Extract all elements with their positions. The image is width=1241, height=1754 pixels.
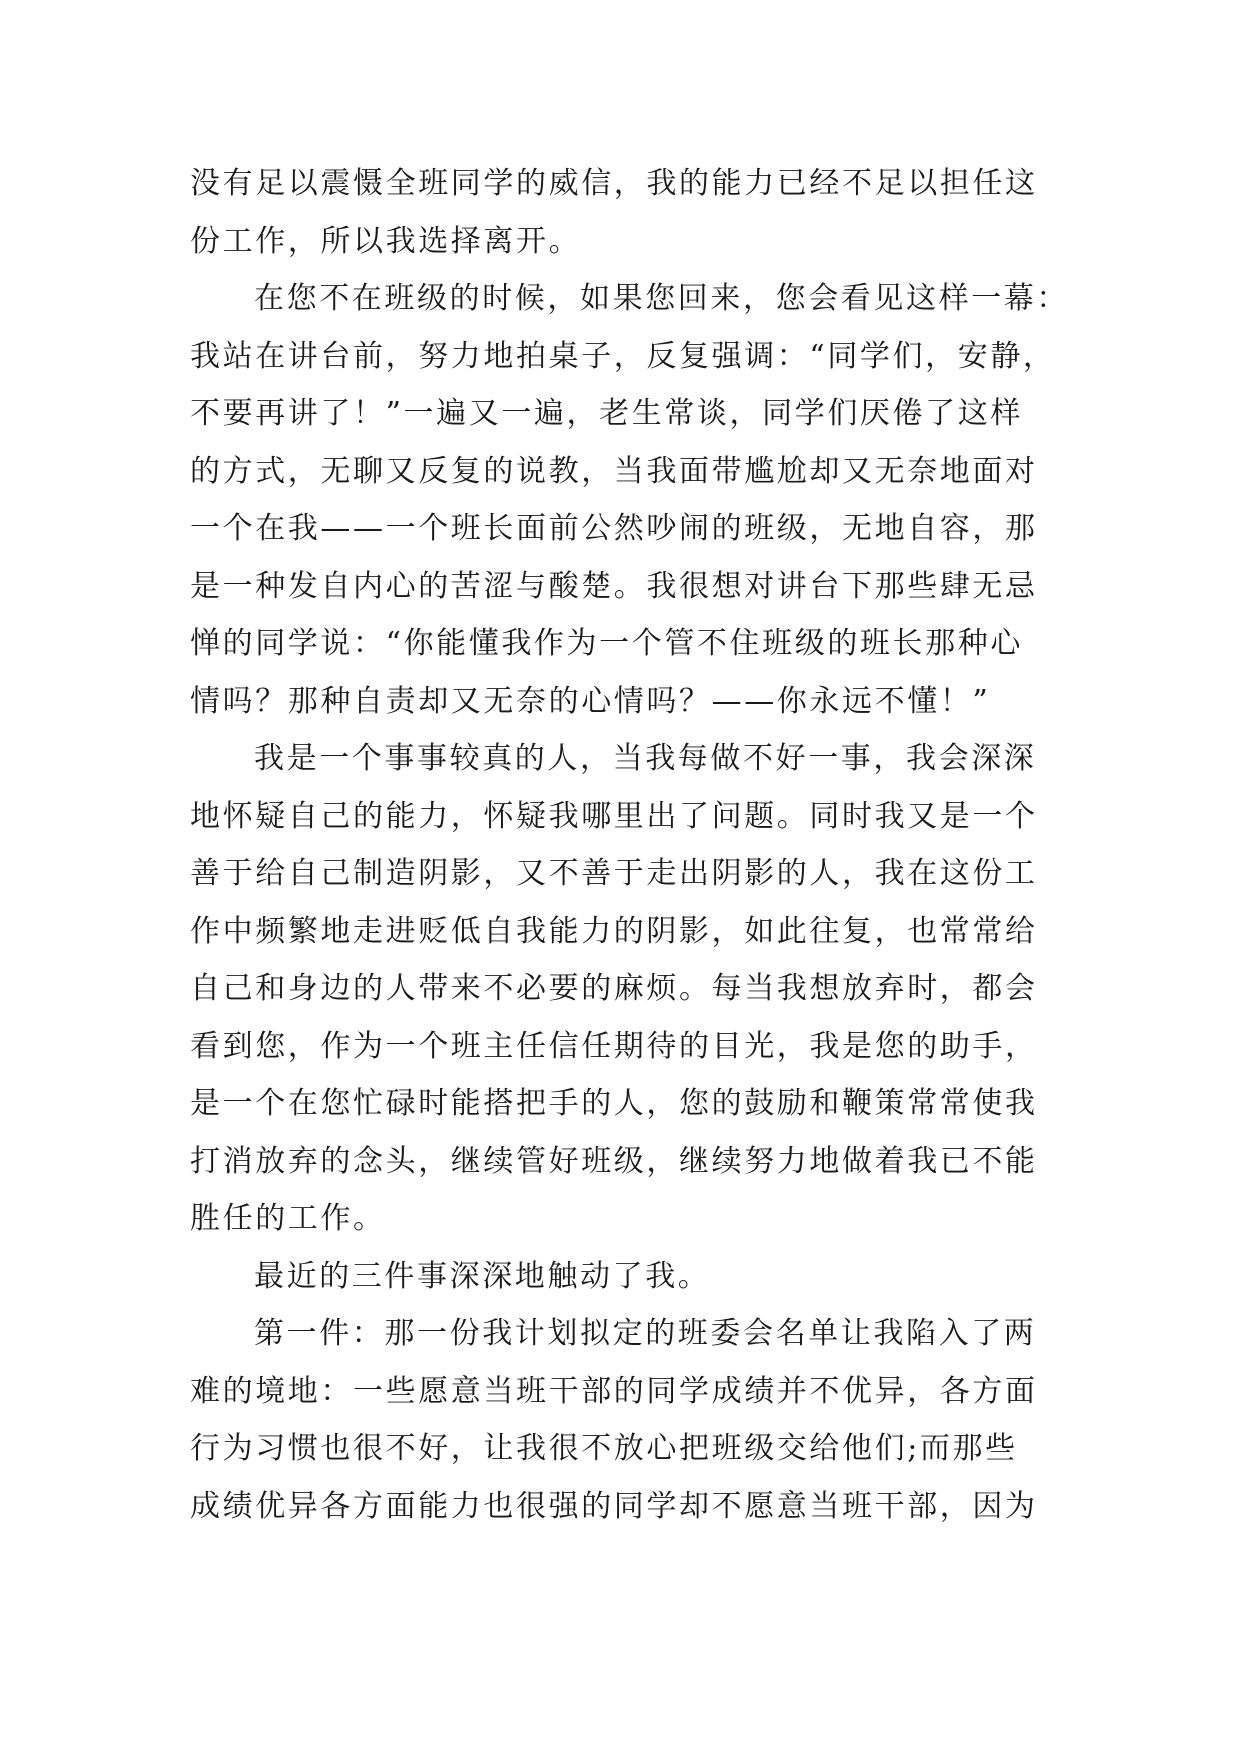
text-line: 最近的三件事深深地触动了我。 (254, 1258, 711, 1294)
text-line: 没有足以震慑全班同学的威信，我的能力已经不足以担任这 (190, 166, 1038, 201)
text-line: 是一个在您忙碌时能搭把手的人，您的鼓励和鞭策常常使我 (190, 1086, 1038, 1121)
text-line: 情吗？那种自责却又无奈的心情吗？——你永远不懂！” (190, 683, 991, 719)
text-line: 行为习惯也很不好，让我很不放心把班级交给他们;而那些 (190, 1431, 1018, 1466)
text-line: 不要再讲了！”一遍又一遍，老生常谈，同学们厌倦了这样 (190, 396, 1023, 431)
text-line: 的方式，无聊又反复的说教，当我面带尴尬却又无奈地面对 (190, 453, 1038, 489)
body-text (190, 155, 1070, 1535)
text-line: 份工作，所以我选择离开。 (190, 223, 582, 259)
text-line: 善于给自己制造阴影，又不善于走出阴影的人，我在这份工 (190, 856, 1038, 891)
text-line: 自己和身边的人带来不必要的麻烦。每当我想放弃时，都会 (190, 971, 1038, 1006)
text-line: 是一种发自内心的苦涩与酸楚。我很想对讲台下那些肆无忌 (190, 568, 1038, 604)
text-line: 成绩优异各方面能力也很强的同学却不愿意当班干部，因为 (190, 1488, 1038, 1524)
text-line: 作中频繁地走进贬低自我能力的阴影，如此往复，也常常给 (190, 913, 1038, 949)
text-line: 惮的同学说：“你能懂我作为一个管不住班级的班长那种心 (190, 626, 1023, 661)
text-line: 难的境地：一些愿意当班干部的同学成绩并不优异，各方面 (190, 1373, 1038, 1409)
text-line: 打消放弃的念头，继续管好班级，继续努力地做着我已不能 (190, 1143, 1038, 1179)
text-line: 胜任的工作。 (190, 1201, 386, 1236)
text-line: 我是一个事事较真的人，当我每做不好一事，我会深深 (254, 741, 1037, 776)
text-line: 看到您，作为一个班主任信任期待的目光，我是您的助手， (190, 1028, 1038, 1064)
text-line: 第一件：那一份我计划拟定的班委会名单让我陷入了两 (254, 1316, 1037, 1351)
text-line: 我站在讲台前，努力地拍桌子，反复强调：“同学们，安静， (190, 338, 1056, 374)
text-line: 一个在我——一个班长面前公然吵闹的班级，无地自容，那 (190, 511, 1038, 546)
text-line: 地怀疑自己的能力，怀疑我哪里出了问题。同时我又是一个 (190, 798, 1038, 834)
text-line: 在您不在班级的时候，如果您回来，您会看见这样一幕： (254, 281, 1069, 316)
